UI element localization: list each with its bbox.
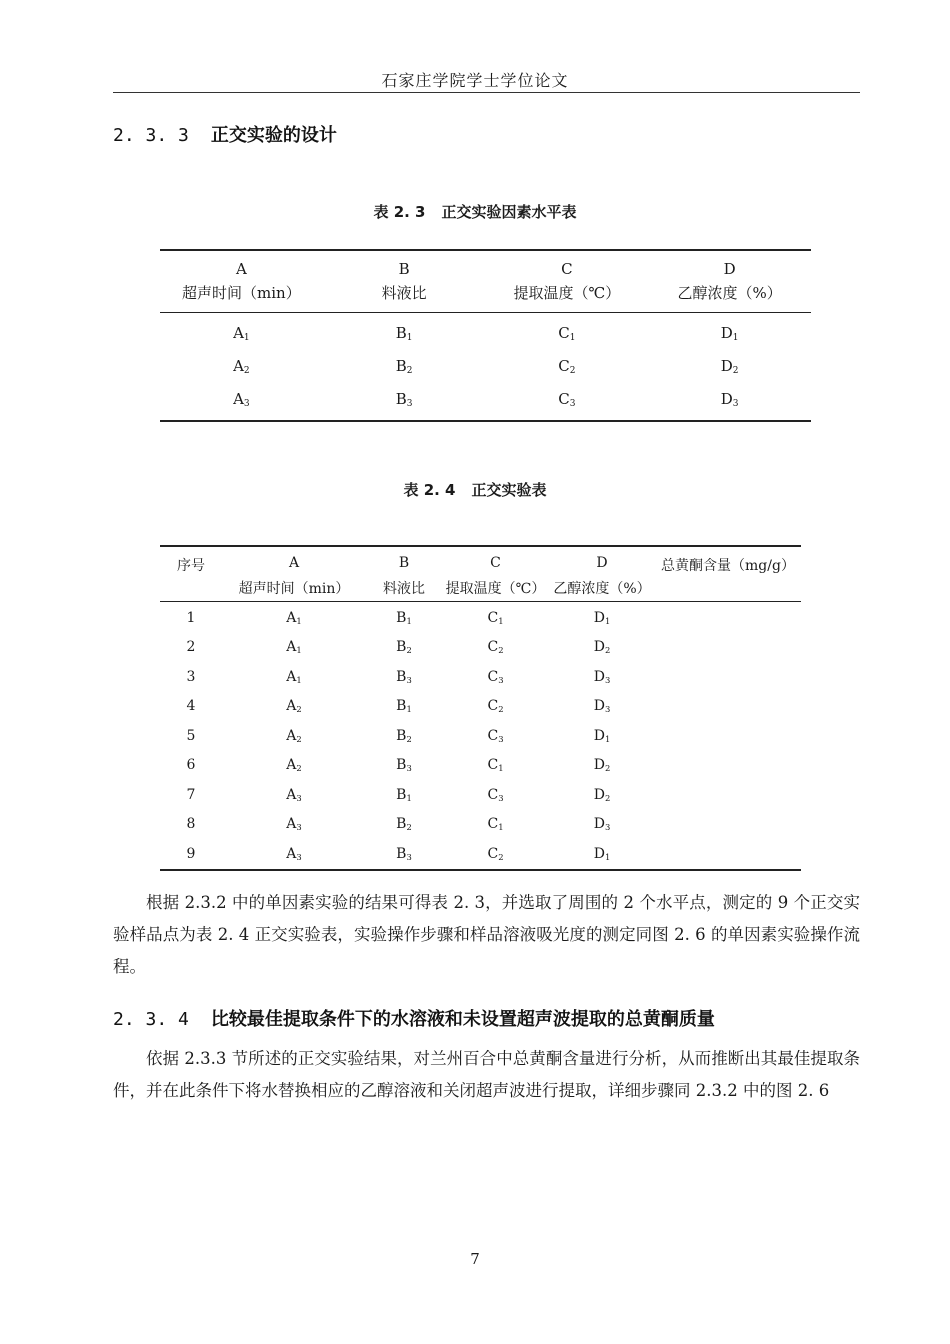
header-cell: 料液比 bbox=[366, 575, 442, 602]
table-cell bbox=[655, 721, 801, 751]
table-cell: $D_1$ bbox=[593, 727, 611, 744]
table-cell: 5 bbox=[186, 727, 196, 744]
table-cell: $B_2$ bbox=[396, 727, 412, 744]
table-cell bbox=[655, 602, 801, 633]
section-number: 2. 3. 4 bbox=[113, 1009, 189, 1030]
header-cell: D bbox=[723, 260, 736, 278]
header-cell: 超声时间（min） bbox=[160, 278, 323, 313]
table-cell: $B_2$ bbox=[396, 639, 412, 656]
table-row bbox=[160, 350, 811, 383]
table-caption-title: 正交实验因素水平表 bbox=[441, 203, 577, 221]
table-row bbox=[160, 810, 801, 840]
table-row bbox=[160, 751, 801, 781]
table-cell: $A_2$ bbox=[286, 698, 302, 715]
table-cell: 6 bbox=[186, 757, 196, 774]
running-header: 石家庄学院学士学位论文 bbox=[381, 71, 569, 90]
header-cell: 乙醇浓度（%） bbox=[648, 278, 811, 313]
section-heading-2-3-4 bbox=[113, 1005, 715, 1031]
table-header-row bbox=[160, 278, 811, 313]
table-row bbox=[160, 633, 801, 663]
table-2-3-caption bbox=[0, 201, 950, 222]
table-cell: $A_3$ bbox=[286, 816, 302, 833]
table-cell: $C_1$ bbox=[487, 816, 504, 833]
table-row bbox=[160, 692, 801, 722]
table-cell: 7 bbox=[186, 786, 196, 803]
section-number: 2. 3. 3 bbox=[113, 125, 189, 146]
table-cell: 3 bbox=[186, 668, 196, 685]
table-cell: $C_1$ bbox=[487, 609, 504, 626]
table-cell bbox=[655, 839, 801, 870]
table-cell: $D_2$ bbox=[720, 357, 739, 376]
section-title: 正交实验的设计 bbox=[210, 125, 337, 146]
table-cell: $A_3$ bbox=[286, 786, 302, 803]
table-cell: $B_1$ bbox=[396, 698, 412, 715]
header-cell: 料液比 bbox=[323, 278, 486, 313]
table-cell: $B_2$ bbox=[396, 816, 412, 833]
header-cell: C bbox=[561, 260, 573, 278]
table-row bbox=[160, 662, 801, 692]
table-cell: $A_2$ bbox=[233, 357, 250, 376]
table-caption-number: 表 2. 4 bbox=[403, 481, 456, 499]
table-cell: $C_2$ bbox=[558, 357, 576, 376]
table-row bbox=[160, 721, 801, 751]
table-cell: $A_1$ bbox=[233, 324, 250, 343]
table-cell: $D_3$ bbox=[593, 816, 611, 833]
section-title: 比较最佳提取条件下的水溶液和未设置超声波提取的总黄酮质量 bbox=[210, 1009, 715, 1030]
table-cell: $C_3$ bbox=[487, 668, 504, 685]
table-cell: $C_2$ bbox=[487, 639, 504, 656]
table-cell: $B_3$ bbox=[396, 757, 412, 774]
table-2-3 bbox=[160, 249, 811, 422]
table-cell bbox=[655, 692, 801, 722]
table-cell: $B_1$ bbox=[396, 609, 412, 626]
table-header-row bbox=[160, 250, 811, 278]
table-cell: $C_3$ bbox=[558, 390, 576, 409]
table-cell: $D_2$ bbox=[593, 786, 611, 803]
header-cell: D bbox=[596, 555, 608, 571]
page-number: 7 bbox=[470, 1250, 480, 1268]
table-cell: $B_3$ bbox=[396, 668, 412, 685]
table-header-row bbox=[160, 546, 801, 575]
table-cell: 1 bbox=[186, 609, 196, 626]
header-cell bbox=[160, 575, 222, 602]
table-cell: $D_1$ bbox=[593, 609, 611, 626]
table-cell: $D_3$ bbox=[593, 668, 611, 685]
header-cell: 序号 bbox=[177, 558, 205, 574]
table-cell: $D_3$ bbox=[593, 698, 611, 715]
table-row bbox=[160, 313, 811, 351]
table-cell bbox=[655, 780, 801, 810]
section-heading-2-3-3 bbox=[113, 121, 337, 147]
table-caption-number: 表 2. 3 bbox=[373, 203, 426, 221]
table-2-4-caption bbox=[0, 479, 950, 500]
table-cell: 8 bbox=[186, 816, 196, 833]
table-cell: $A_1$ bbox=[286, 609, 302, 626]
table-cell: $B_1$ bbox=[396, 786, 412, 803]
table-cell bbox=[655, 751, 801, 781]
table-cell: $C_2$ bbox=[487, 698, 504, 715]
header-cell: 总黄酮含量（mg/g） bbox=[661, 558, 795, 574]
paragraph-1: 根据 2.3.2 中的单因素实验的结果可得表 2. 3，并选取了周围的 2 个水平点，测定的 9 个正交实验样品点为表 2. 4 正交实验表，实验操作步骤和样品溶液吸光度的测定同图 2. 6 的单因素实验操作流程。 bbox=[113, 893, 860, 976]
table-cell: $B_3$ bbox=[395, 390, 413, 409]
header-cell: A bbox=[288, 555, 300, 571]
table-cell: $C_2$ bbox=[487, 845, 504, 862]
table-cell bbox=[655, 633, 801, 663]
header-cell bbox=[655, 575, 801, 602]
header-cell: 提取温度（℃） bbox=[442, 575, 549, 602]
table-cell bbox=[655, 662, 801, 692]
table-cell: $B_2$ bbox=[395, 357, 413, 376]
header-cell: C bbox=[490, 555, 501, 571]
table-cell: 4 bbox=[186, 698, 196, 715]
table-cell: $A_2$ bbox=[286, 757, 302, 774]
table-cell: $D_1$ bbox=[720, 324, 739, 343]
table-cell: 9 bbox=[186, 845, 196, 862]
table-row bbox=[160, 383, 811, 421]
header-cell: A bbox=[235, 260, 247, 278]
table-cell: $C_1$ bbox=[487, 757, 504, 774]
table-cell: 2 bbox=[186, 639, 196, 656]
table-cell: $D_3$ bbox=[720, 390, 739, 409]
table-cell bbox=[655, 810, 801, 840]
table-cell: $B_3$ bbox=[396, 845, 412, 862]
table-cell: $D_1$ bbox=[593, 845, 611, 862]
table-cell: $C_3$ bbox=[487, 786, 504, 803]
table-cell: $A_1$ bbox=[286, 668, 302, 685]
header-cell: B bbox=[398, 555, 410, 571]
table-row bbox=[160, 839, 801, 870]
table-header-row bbox=[160, 575, 801, 602]
table-cell: $D_2$ bbox=[593, 757, 611, 774]
table-row bbox=[160, 780, 801, 810]
table-cell: $A_2$ bbox=[286, 727, 302, 744]
table-cell: $A_3$ bbox=[286, 845, 302, 862]
header-rule bbox=[113, 92, 860, 93]
table-cell: $C_3$ bbox=[487, 727, 504, 744]
table-caption-title: 正交实验表 bbox=[471, 481, 547, 499]
table-cell: $D_2$ bbox=[593, 639, 611, 656]
table-row bbox=[160, 602, 801, 633]
header-cell: 超声时间（min） bbox=[222, 575, 366, 602]
table-cell: $A_3$ bbox=[233, 390, 250, 409]
paragraph-2: 依据 2.3.3 节所述的正交实验结果，对兰州百合中总黄酮含量进行分析，从而推断出其最佳提取条件，并在此条件下将水替换相应的乙醇溶液和关闭超声波进行提取，详细步骤同 2.3.2 中的图 2. 6 bbox=[113, 1049, 860, 1100]
header-cell: 提取温度（℃） bbox=[486, 278, 649, 313]
header-cell: 乙醇浓度（%） bbox=[549, 575, 655, 602]
table-cell: $C_1$ bbox=[558, 324, 576, 343]
table-cell: $A_1$ bbox=[286, 639, 302, 656]
table-cell: $B_1$ bbox=[395, 324, 413, 343]
header-cell: B bbox=[398, 260, 410, 278]
table-2-4 bbox=[160, 545, 801, 871]
